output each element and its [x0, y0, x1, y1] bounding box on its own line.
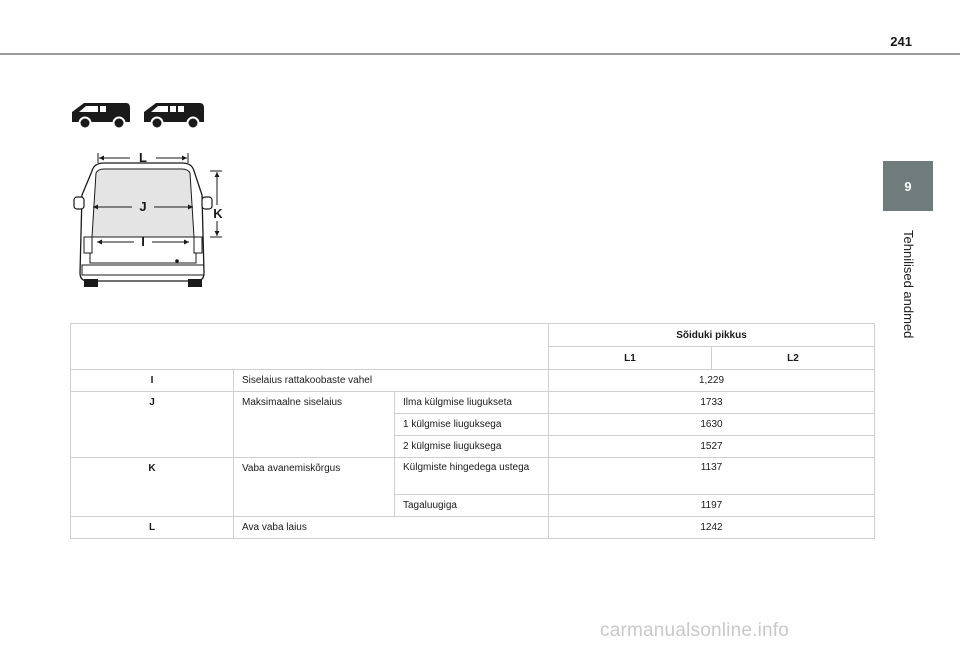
specifications-table: [70, 323, 875, 539]
row-description: Siselaius rattakoobaste vahel: [234, 370, 549, 392]
chapter-title: Tehnilised andmed: [901, 230, 916, 339]
row-description: Vaba avanemiskõrgus: [234, 458, 395, 495]
chapter-number: 9: [904, 178, 912, 194]
header-rule: [0, 53, 960, 55]
row-subcondition: Ilma külgmise liugukseta: [395, 392, 549, 414]
van-long-icon: [144, 103, 204, 129]
table-row: [71, 414, 875, 436]
table-header-row: [71, 324, 875, 347]
table-row: [71, 370, 875, 392]
table-row: [71, 517, 875, 539]
table-row: [71, 436, 875, 458]
row-value: 1242: [549, 517, 875, 539]
row-description: Ava vaba laius: [234, 517, 549, 539]
row-value: 1,229: [549, 370, 875, 392]
row-value: 1137: [549, 458, 875, 495]
dimension-label-L: L: [139, 150, 147, 165]
row-subcondition: Külgmiste hingedega ustega: [395, 458, 549, 495]
van-short-icon: [72, 103, 130, 129]
table-subheader-row: [71, 347, 875, 370]
header-vehicle-length: Sõiduki pikkus: [549, 324, 875, 347]
row-code: K: [71, 458, 234, 495]
header-l1: L1: [549, 347, 712, 370]
row-value: 1630: [549, 414, 875, 436]
row-code: I: [71, 370, 234, 392]
table-row: [71, 392, 875, 414]
van-icons: [70, 95, 205, 131]
row-description: Maksimaalne siselaius: [234, 392, 395, 414]
watermark: carmanualsonline.info: [600, 620, 790, 641]
row-value: 1197: [549, 495, 875, 517]
page-number: 241: [890, 34, 912, 49]
dimension-label-I: I: [141, 234, 145, 249]
table-row: [71, 495, 875, 517]
row-subcondition: Tagaluugiga: [395, 495, 549, 517]
chapter-side: [883, 210, 933, 370]
chapter-tab[interactable]: [883, 161, 933, 211]
row-subcondition: 2 külgmise liuguksega: [395, 436, 549, 458]
row-code: J: [71, 392, 234, 414]
dimension-label-K: K: [213, 206, 223, 221]
header-l2: L2: [711, 347, 874, 370]
row-code: L: [71, 517, 234, 539]
row-subcondition: 1 külgmise liuguksega: [395, 414, 549, 436]
dimension-label-J: J: [139, 199, 147, 214]
row-value: 1527: [549, 436, 875, 458]
table-row: [71, 458, 875, 495]
row-value: 1733: [549, 392, 875, 414]
rear-dimension-diagram: [70, 145, 240, 290]
